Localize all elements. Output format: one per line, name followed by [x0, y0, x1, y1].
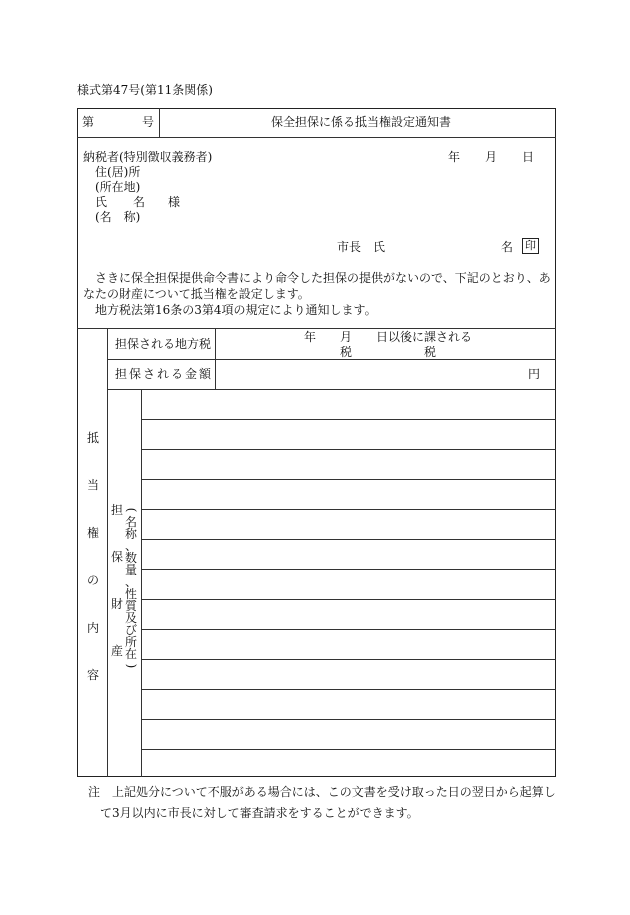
table-top-line	[77, 328, 556, 329]
property-label-char: 保	[110, 550, 123, 564]
date-day: 日	[522, 150, 535, 164]
property-row-line	[141, 419, 556, 420]
header-bottom-line	[77, 137, 556, 138]
document-number-prefix: 第	[82, 115, 95, 129]
property-desc-char: )	[124, 663, 138, 669]
body-text-line3: 地方税法第16条の3第4項の規定により通知します。	[95, 303, 377, 317]
body-text-line2: なたの財産について抵当権を設定します。	[83, 287, 310, 301]
appeal-note-line2: て3月以内に市長に対して審査請求をすることができます。	[100, 806, 419, 820]
section-label-char: 内	[86, 621, 99, 635]
property-row-line	[141, 449, 556, 450]
property-row-line	[141, 509, 556, 510]
property-desc-char: び	[124, 623, 137, 637]
property-row-line	[141, 479, 556, 480]
notice-form-frame	[77, 108, 556, 777]
document-number-suffix: 号	[142, 115, 155, 129]
honorific: 様	[168, 195, 181, 209]
entity-name-label: (名 称)	[95, 210, 141, 224]
property-row-line	[141, 599, 556, 600]
property-row-line	[141, 539, 556, 540]
section-label-char: 抵	[86, 431, 99, 445]
mortgage-content-label	[86, 432, 100, 681]
form-number: 様式第47号(第11条関係)	[77, 83, 213, 97]
property-label-char: 財	[110, 597, 123, 611]
appeal-note-line1: 注 上記処分について不服がある場合には、この文書を受け取った日の翌日から起算し	[88, 785, 556, 799]
property-label-char: 担	[110, 503, 123, 517]
tax-row-line	[107, 359, 556, 360]
section-label-char: 権	[86, 526, 99, 540]
property-row-line	[141, 719, 556, 720]
location-label: (所在地)	[95, 180, 141, 194]
property-desc-char: 質	[124, 599, 137, 613]
official-seal: 印	[522, 238, 539, 254]
property-desc-char: (	[124, 507, 138, 513]
body-text-line1: さきに保全担保提供命令書により命令した担保の提供がないので、下記のとおり、あ	[95, 271, 551, 285]
secured-property-label	[110, 504, 124, 657]
amount-unit: 円	[528, 367, 541, 381]
secured-amount-label: 担保される金額	[115, 367, 214, 381]
property-desc-char: 所	[124, 635, 137, 649]
section-label-char: 容	[86, 668, 99, 682]
address-label: 住(居)所	[95, 165, 141, 179]
property-description-note	[124, 504, 138, 672]
date-year: 年	[448, 150, 461, 164]
property-row-line	[141, 659, 556, 660]
section-label-char: の	[86, 573, 99, 587]
name-label-b: 名	[133, 195, 146, 209]
property-row-line	[141, 749, 556, 750]
property-desc-char: 、	[124, 575, 137, 589]
mayor-label: 市長 氏	[337, 240, 386, 254]
document-title: 保全担保に係る抵当権設定通知書	[271, 115, 452, 129]
taxpayer-label: 納税者(特別徴収義務者)	[83, 150, 213, 164]
property-desc-char: 称	[124, 527, 137, 541]
name-label-a: 氏	[95, 195, 108, 209]
property-row-line	[141, 689, 556, 690]
property-desc-char: 量	[124, 563, 137, 577]
tax-date-line: 年 月 日以後に課される	[304, 330, 473, 344]
property-row-line	[141, 569, 556, 570]
property-desc-char: 名	[124, 515, 137, 529]
tax-type-line: 税 税	[340, 345, 437, 359]
secured-local-tax-label: 担保される地方税	[115, 337, 212, 351]
header-divider	[159, 108, 160, 137]
section-label-char: 当	[86, 478, 99, 492]
property-label-char: 産	[110, 644, 123, 658]
property-desc-char: 数	[124, 551, 137, 565]
property-desc-char: 在	[124, 647, 137, 661]
property-row-line	[141, 629, 556, 630]
property-desc-char: 性	[124, 587, 137, 601]
mayor-name-char: 名	[501, 240, 514, 254]
amount-row-line	[107, 389, 556, 390]
section-divider	[107, 328, 108, 777]
property-desc-char: 及	[124, 611, 137, 625]
property-desc-char: 、	[124, 539, 137, 553]
date-month: 月	[485, 150, 498, 164]
